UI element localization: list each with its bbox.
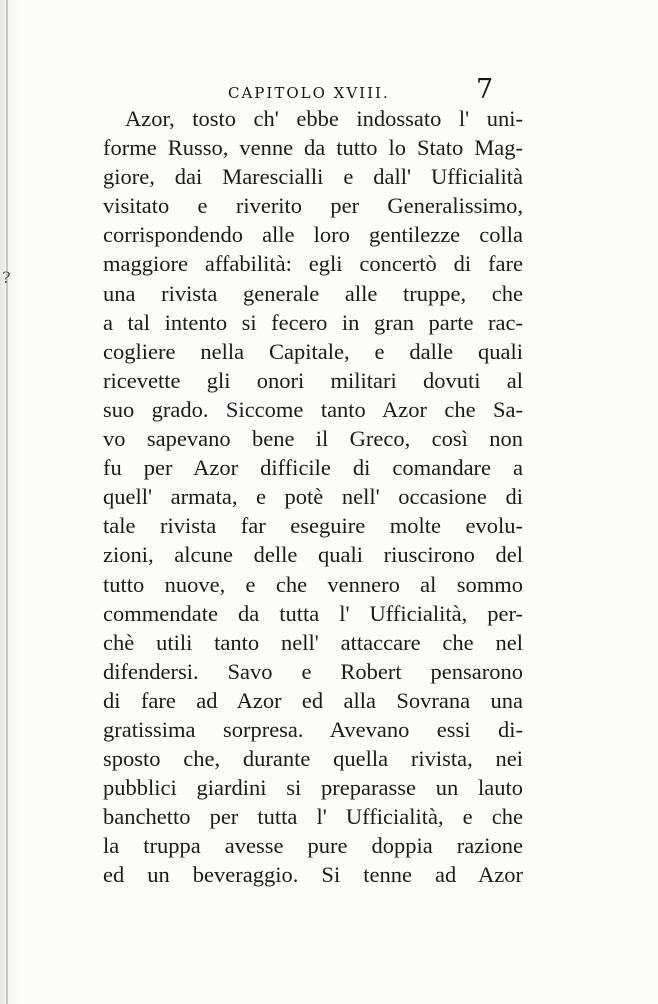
- text-line: di fare ad Azor ed alla Sovrana una: [103, 687, 523, 713]
- text-line: vo sapevano bene il Greco, così non: [103, 426, 523, 452]
- chapter-title: CAPITOLO XVIII.: [228, 84, 390, 102]
- text-line: tale rivista far eseguire molte evolu-: [103, 513, 523, 539]
- text-line: banchetto per tutta l' Ufficialità, e che: [103, 804, 523, 830]
- text-line: una rivista generale alle truppe, che: [103, 280, 523, 306]
- text-line: ed un beveraggio. Si tenne ad Azor: [103, 862, 523, 888]
- text-line: suo grado. Siccome tanto Azor che Sa-: [103, 396, 523, 422]
- text-line: giore, dai Marescialli e dall' Ufficialità: [103, 164, 523, 190]
- text-line: cogliere nella Capitale, e dalle quali: [103, 338, 523, 364]
- text-line: ricevette gli onori militari dovuti al: [103, 367, 523, 393]
- margin-mark: ?: [2, 268, 11, 287]
- text-line: tutto nuove, e che vennero al sommo: [103, 571, 523, 597]
- text-line: la truppa avesse pure doppia razione: [103, 833, 523, 859]
- text-line: maggiore affabilità: egli concertò di fare: [103, 251, 523, 277]
- page-number: 7: [476, 74, 494, 105]
- text-line: sposto che, durante quella rivista, nei: [103, 746, 523, 772]
- page-edge-line: [6, 0, 8, 1004]
- text-line: gratissima sorpresa. Avevano essi di-: [103, 716, 523, 742]
- text-line: chè utili tanto nell' attaccare che nel: [103, 629, 523, 655]
- text-line: zioni, alcune delle quali riuscirono del: [103, 542, 523, 568]
- text-line: Azor, tosto ch' ebbe indossato l' uni-: [125, 106, 523, 131]
- body-text: [103, 104, 523, 890]
- text-line: corrispondendo alle loro gentilezze colla: [103, 222, 523, 248]
- text-line: forme Russo, venne da tutto lo Stato Mag-: [103, 135, 523, 161]
- text-line: pubblici giardini si preparasse un lauto: [103, 775, 523, 801]
- text-line: quell' armata, e potè nell' occasione di: [103, 484, 523, 510]
- text-line: visitato e riverito per Generalissimo,: [103, 193, 523, 219]
- text-line: a tal intento si fecero in gran parte rac-: [103, 309, 523, 335]
- text-line: difendersi. Savo e Robert pensarono: [103, 658, 523, 684]
- text-line: fu per Azor difficile di comandare a: [103, 455, 523, 481]
- page-gutter-shadow: [0, 0, 20, 1004]
- text-line: commendate da tutta l' Ufficialità, per-: [103, 600, 523, 626]
